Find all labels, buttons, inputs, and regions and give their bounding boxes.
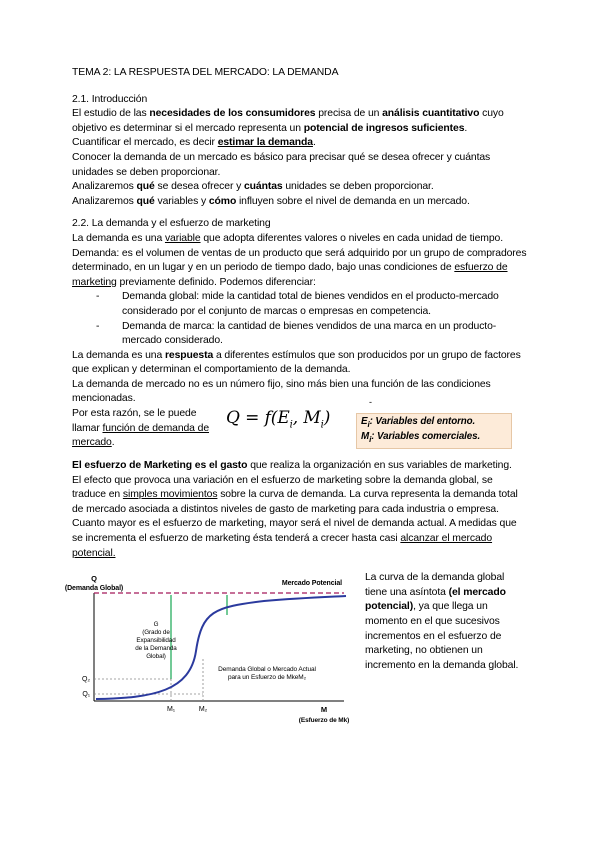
intro-paragraph-2: Cuantificar el mercado, es decir estimar la demanda. [72, 137, 316, 149]
y-tick-q1: Q₁ [82, 691, 90, 699]
intro-paragraph-4: Analizaremos qué se desea ofrecer y cuántas unidades se deben proporcionar. [72, 181, 434, 193]
demand-curve-chart [64, 571, 354, 731]
g-label-line-3: Expansibilidad [136, 637, 176, 645]
demand-function-row [72, 397, 528, 451]
chart-row [64, 571, 528, 731]
y-axis-sublabel: (Demanda Global) [64, 585, 124, 593]
g-label-line-5: Global) [146, 653, 166, 661]
section-2-1-heading: 2.1. Introducción [72, 93, 148, 105]
legend-environment-variables: $E_i$: Variables del entorno. [361, 416, 476, 430]
marketing-effort-paragraph-3: Cuanto mayor es el esfuerzo de marketing, mayor será el nivel de demanda actual. A medidas que se incrementa el esfuerzo de marketing ésta tenderá a crecer hasta casi alcanzar el mercado potencial. [72, 518, 517, 559]
intro-paragraph-3: Conocer la demanda de un mercado es básico para precisar qué se desea ofrecer y cuántas unidades se deben proporcionar. [72, 151, 491, 178]
demand-function-text: Por esta razón, se le puede llamar función de demanda de mercado. [72, 408, 209, 449]
list-item-global-demand: - Demanda global: mide la cantidad total de bienes vendidos en el producto-mercado considerado por el conjunto de marcas o empresas en competencia. [102, 290, 528, 319]
demand-paragraph-4: La demanda de mercado no es un número fijo, sino más bien una función de las condiciones mencionadas. [72, 378, 491, 405]
asymptote-label: Mercado Potencial [281, 580, 342, 588]
x-axis-label: M [320, 705, 328, 715]
marketing-effort-paragraph-2: El efecto que provoca una variación en el esfuerzo de marketing sobre la demanda global, se traduce en simples movimientos sobre la curva de demanda. La curva representa la demanda total de mercado asociada a distintos niveles de gasto de marketing para cada industria o empresa. [72, 474, 518, 515]
g-label-line-2: (Grado de [142, 629, 170, 637]
variables-legend-box [356, 413, 512, 449]
intro-paragraph-5: Analizaremos qué variables y cómo influyen sobre el nivel de demanda en un mercado. [72, 195, 470, 207]
marketing-effort-paragraph-1: El esfuerzo de Marketing es el gasto que realiza la organización en sus variables de marketing. [72, 460, 512, 472]
list-item-brand-demand: - Demanda de marca: la cantidad de bienes vendidos de una marca en un producto-mercado considerado. [102, 320, 528, 349]
section-2-2-heading: 2.2. La demanda y el esfuerzo de marketing [72, 218, 271, 230]
demand-types-list [72, 290, 528, 348]
intro-paragraph-1: El estudio de las necesidades de los consumidores precisa de un análisis cuantitativo cuyo objetivo es determinar si el mercado representa un potencial de ingresos suficientes. [72, 108, 504, 134]
chart-explanation-text: La curva de la demanda global tiene una asíntota (el mercado potencial), ya que llega un momento en el que sucesivos incrementos en el esfuerzo de marketing, no obtienen un incremento en la demanda global. [365, 572, 519, 671]
demand-paragraph-1: La demanda es una variable que adopta diferentes valores o niveles en cada unidad de tiempo. [72, 232, 503, 244]
y-axis-label: Q [91, 574, 97, 584]
curve-label-line-2: para un Esfuerzo de MkeM₂ [227, 674, 307, 682]
x-axis-sublabel: (Esfuerzo de Mk) [298, 717, 350, 725]
stray-dash: - [369, 397, 372, 408]
document-title: TEMA 2: LA RESPUESTA DEL MERCADO: LA DEMANDA [72, 67, 339, 78]
x-tick-m2: M₂ [198, 706, 208, 714]
g-label-line-4: de la Demanda [135, 645, 177, 653]
curve-label-line-1: Demanda Global o Mercado Actual [218, 666, 316, 674]
y-tick-q2: Q₂ [82, 676, 90, 684]
demand-paragraph-2: Demanda: es el volumen de ventas de un producto que será adquirido por un grupo de compradores determinado, en un lugar y en un periodo de tiempo dado, bajo unas condiciones de esfuerzo de marketing previamente definido. Podemos diferenciar: [72, 247, 527, 288]
g-label-line-1: G [153, 621, 159, 629]
legend-commercial-variables: $M_i$: Variables comerciales. [361, 431, 481, 444]
demand-function-formula: $Q = f(E_i$, $M_i$) [226, 408, 331, 431]
demand-curve [96, 596, 346, 699]
document-page [64, 66, 528, 731]
demand-paragraph-3: La demanda es una respuesta a diferentes estímulos que son producidos por un grupo de factores que explican y determinan el comportamiento de la demanda. [72, 349, 521, 376]
x-tick-m1: M₁ [167, 706, 175, 714]
